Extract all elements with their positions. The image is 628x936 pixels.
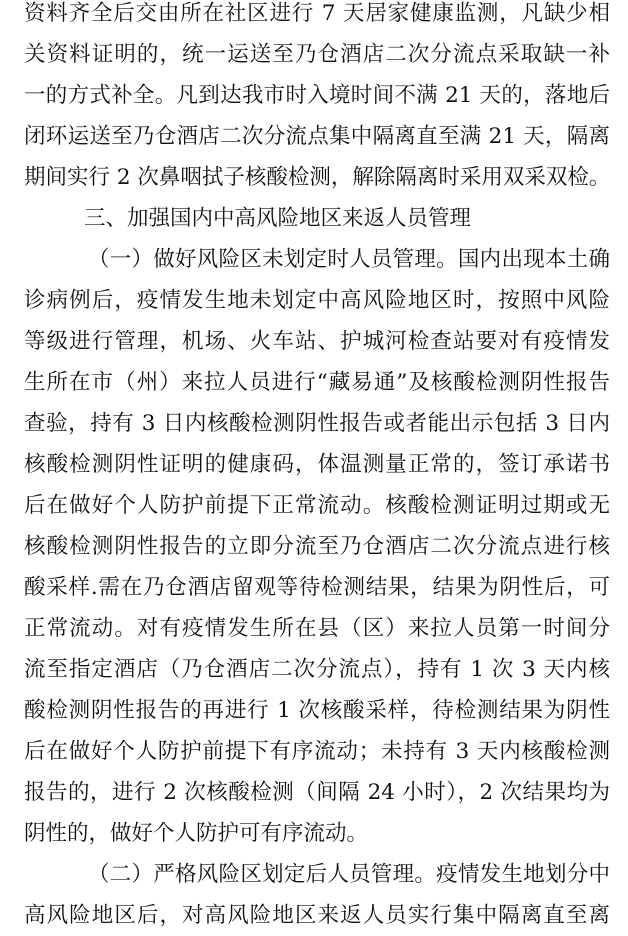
text-line: 生所在市（州）来拉人员进行“藏易通”及核酸检测阴性报告 — [24, 370, 610, 395]
text-line: 核酸检测阴性证明的健康码，体温测量正常的，签订承诺书 — [24, 452, 610, 477]
text-line: 高风险地区后，对高风险地区来返人员实行集中隔离直至离 — [24, 903, 610, 928]
text-line: 酸采样.需在乃仓酒店留观等待检测结果，结果为阴性后，可 — [24, 575, 610, 600]
text-line: 酸检测阴性报告的再进行 1 次核酸采样，待检测结果为阴性 — [24, 698, 610, 723]
text-line: 后在做好个人防护前提下正常流动。核酸检测证明过期或无 — [24, 493, 610, 518]
text-line: 阴性的，做好个人防护可有序流动。 — [24, 821, 369, 846]
text-line: 查验，持有 3 日内核酸检测阴性报告或者能出示包括 3 日内 — [24, 411, 610, 436]
text-line: 关资料证明的，统一运送至乃仓酒店二次分流点采取缺一补 — [24, 42, 610, 67]
text-line: 等级进行管理，机场、火车站、护城河检查站要对有疫情发 — [24, 329, 610, 354]
text-line: 报告的，进行 2 次核酸检测（间隔 24 小时），2 次结果均为 — [24, 780, 610, 805]
text-line: 期间实行 2 次鼻咽拭子核酸检测，解除隔离时采用双采双检。 — [24, 165, 610, 190]
text-line: 资料齐全后交由所在社区进行 7 天居家健康监测，凡缺少相 — [24, 1, 610, 26]
section-heading: 三、加强国内中高风险地区来返人员管理 — [84, 206, 472, 231]
text-line: 一的方式补全。凡到达我市时入境时间不满 21 天的，落地后 — [24, 83, 610, 108]
text-line: 后在做好个人防护前提下有序流动；未持有 3 天内核酸检测 — [24, 739, 610, 764]
paragraph-start-line: （二）严格风险区划定后人员管理。疫情发生地划分中 — [88, 862, 610, 887]
text-line: 诊病例后，疫情发生地未划定中高风险地区时，按照中风险 — [24, 288, 610, 313]
text-line: 核酸检测阴性报告的立即分流至乃仓酒店二次分流点进行核 — [24, 534, 610, 559]
text-line: 闭环运送至乃仓酒店二次分流点集中隔离直至满 21 天，隔离 — [24, 124, 610, 149]
text-line: 正常流动。对有疫情发生所在县（区）来拉人员第一时间分 — [24, 616, 610, 641]
paragraph-start-line: （一）做好风险区未划定时人员管理。国内出现本土确 — [88, 247, 610, 272]
text-line: 流至指定酒店（乃仓酒店二次分流点），持有 1 次 3 天内核 — [24, 657, 610, 682]
